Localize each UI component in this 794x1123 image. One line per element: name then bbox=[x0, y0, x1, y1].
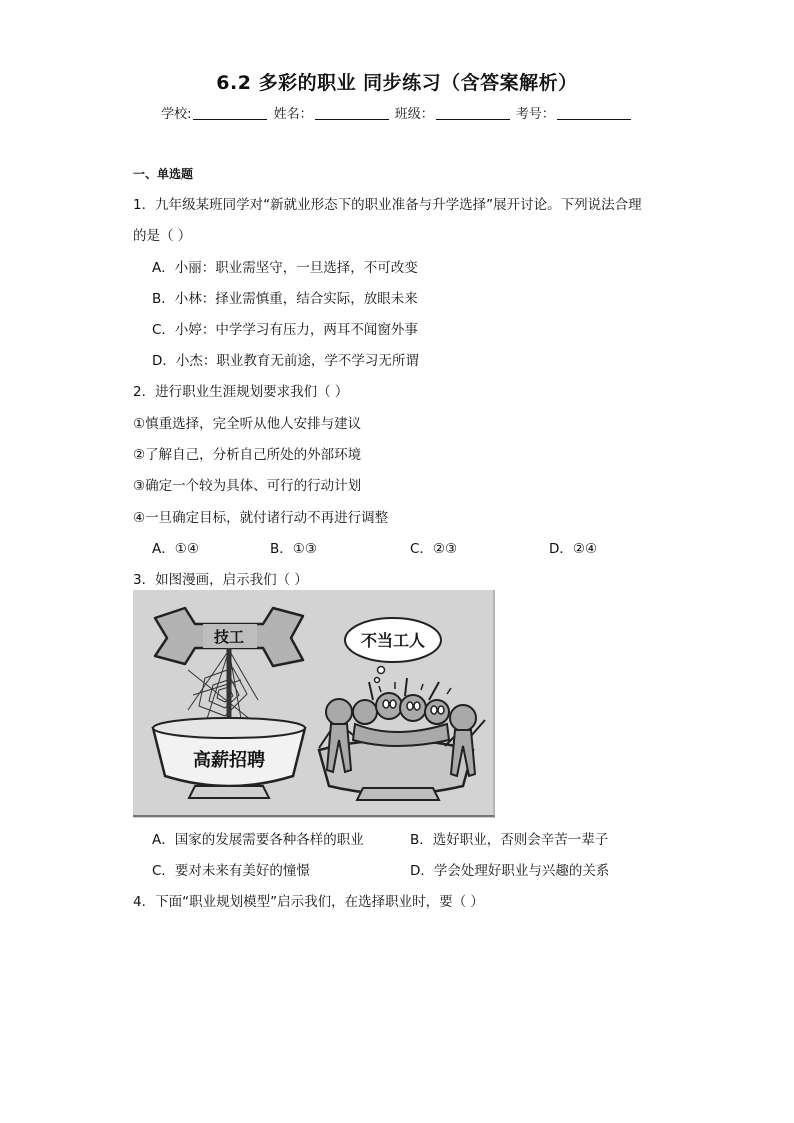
q2-option-b[interactable]: B．①③ bbox=[270, 541, 317, 557]
q3-option-d[interactable]: D．学会处理好职业与兴趣的关系 bbox=[410, 863, 610, 879]
wrench-label: 技工 bbox=[213, 628, 245, 646]
bubble-label: 不当工人 bbox=[360, 631, 426, 650]
q3-option-b[interactable]: B．选好职业，否则会辛苦一辈子 bbox=[410, 832, 609, 848]
q2-item-2: ②了解自己，分析自己所处的外部环境 bbox=[133, 447, 362, 463]
q3-stem: 3．如图漫画，启示我们（ ） bbox=[133, 572, 308, 588]
comic-image bbox=[133, 590, 495, 818]
q2-option-a[interactable]: A．①④ bbox=[152, 541, 199, 557]
school-blank[interactable] bbox=[193, 106, 267, 120]
q2-stem: 2．进行职业生涯规划要求我们（ ） bbox=[133, 384, 349, 400]
exam-number-label: 考号： bbox=[515, 107, 555, 122]
q2-item-4: ④一旦确定目标，就付诸行动不再进行调整 bbox=[133, 510, 389, 526]
q2-item-1: ①慎重选择，完全听从他人安排与建议 bbox=[133, 416, 362, 432]
q1-option-c[interactable]: C．小婷：中学学习有压力，两耳不闻窗外事 bbox=[152, 322, 418, 338]
q1-option-b[interactable]: B．小林：择业需慎重，结合实际，放眼未来 bbox=[152, 291, 418, 307]
q1-option-a[interactable]: A．小丽：职业需坚守，一旦选择，不可改变 bbox=[152, 260, 418, 276]
q2-item-3: ③确定一个较为具体、可行的行动计划 bbox=[133, 478, 362, 494]
bowl-label: 高薪招聘 bbox=[193, 750, 265, 771]
name-label: 姓名： bbox=[273, 107, 313, 122]
q1-option-d[interactable]: D．小杰：职业教育无前途，学不学习无所谓 bbox=[152, 353, 419, 369]
class-label: 班级： bbox=[394, 107, 434, 122]
school-label: 学校: bbox=[161, 107, 192, 122]
q3-option-c[interactable]: C．要对未来有美好的憧憬 bbox=[152, 863, 310, 879]
q2-option-c[interactable]: C．②③ bbox=[410, 541, 458, 557]
class-blank[interactable] bbox=[436, 106, 510, 120]
q3-option-a[interactable]: A．国家的发展需要各种各样的职业 bbox=[152, 832, 364, 848]
q1-stem-line1: 1．九年级某班同学对“新就业形态下的职业准备与升学选择”展开讨论。下列说法合理 bbox=[133, 197, 642, 213]
page-title: 6.2 多彩的职业 同步练习（含答案解析） bbox=[216, 72, 578, 94]
exam-number-blank[interactable] bbox=[557, 106, 631, 120]
name-blank[interactable] bbox=[315, 106, 389, 120]
section-heading: 一、单选题 bbox=[133, 167, 194, 181]
q2-option-d[interactable]: D．②④ bbox=[549, 541, 598, 557]
q4-stem: 4．下面“职业规划模型”启示我们，在选择职业时，要（ ） bbox=[133, 894, 484, 910]
q1-stem-line2: 的是（ ） bbox=[133, 228, 192, 244]
student-info-line bbox=[0, 103, 794, 122]
